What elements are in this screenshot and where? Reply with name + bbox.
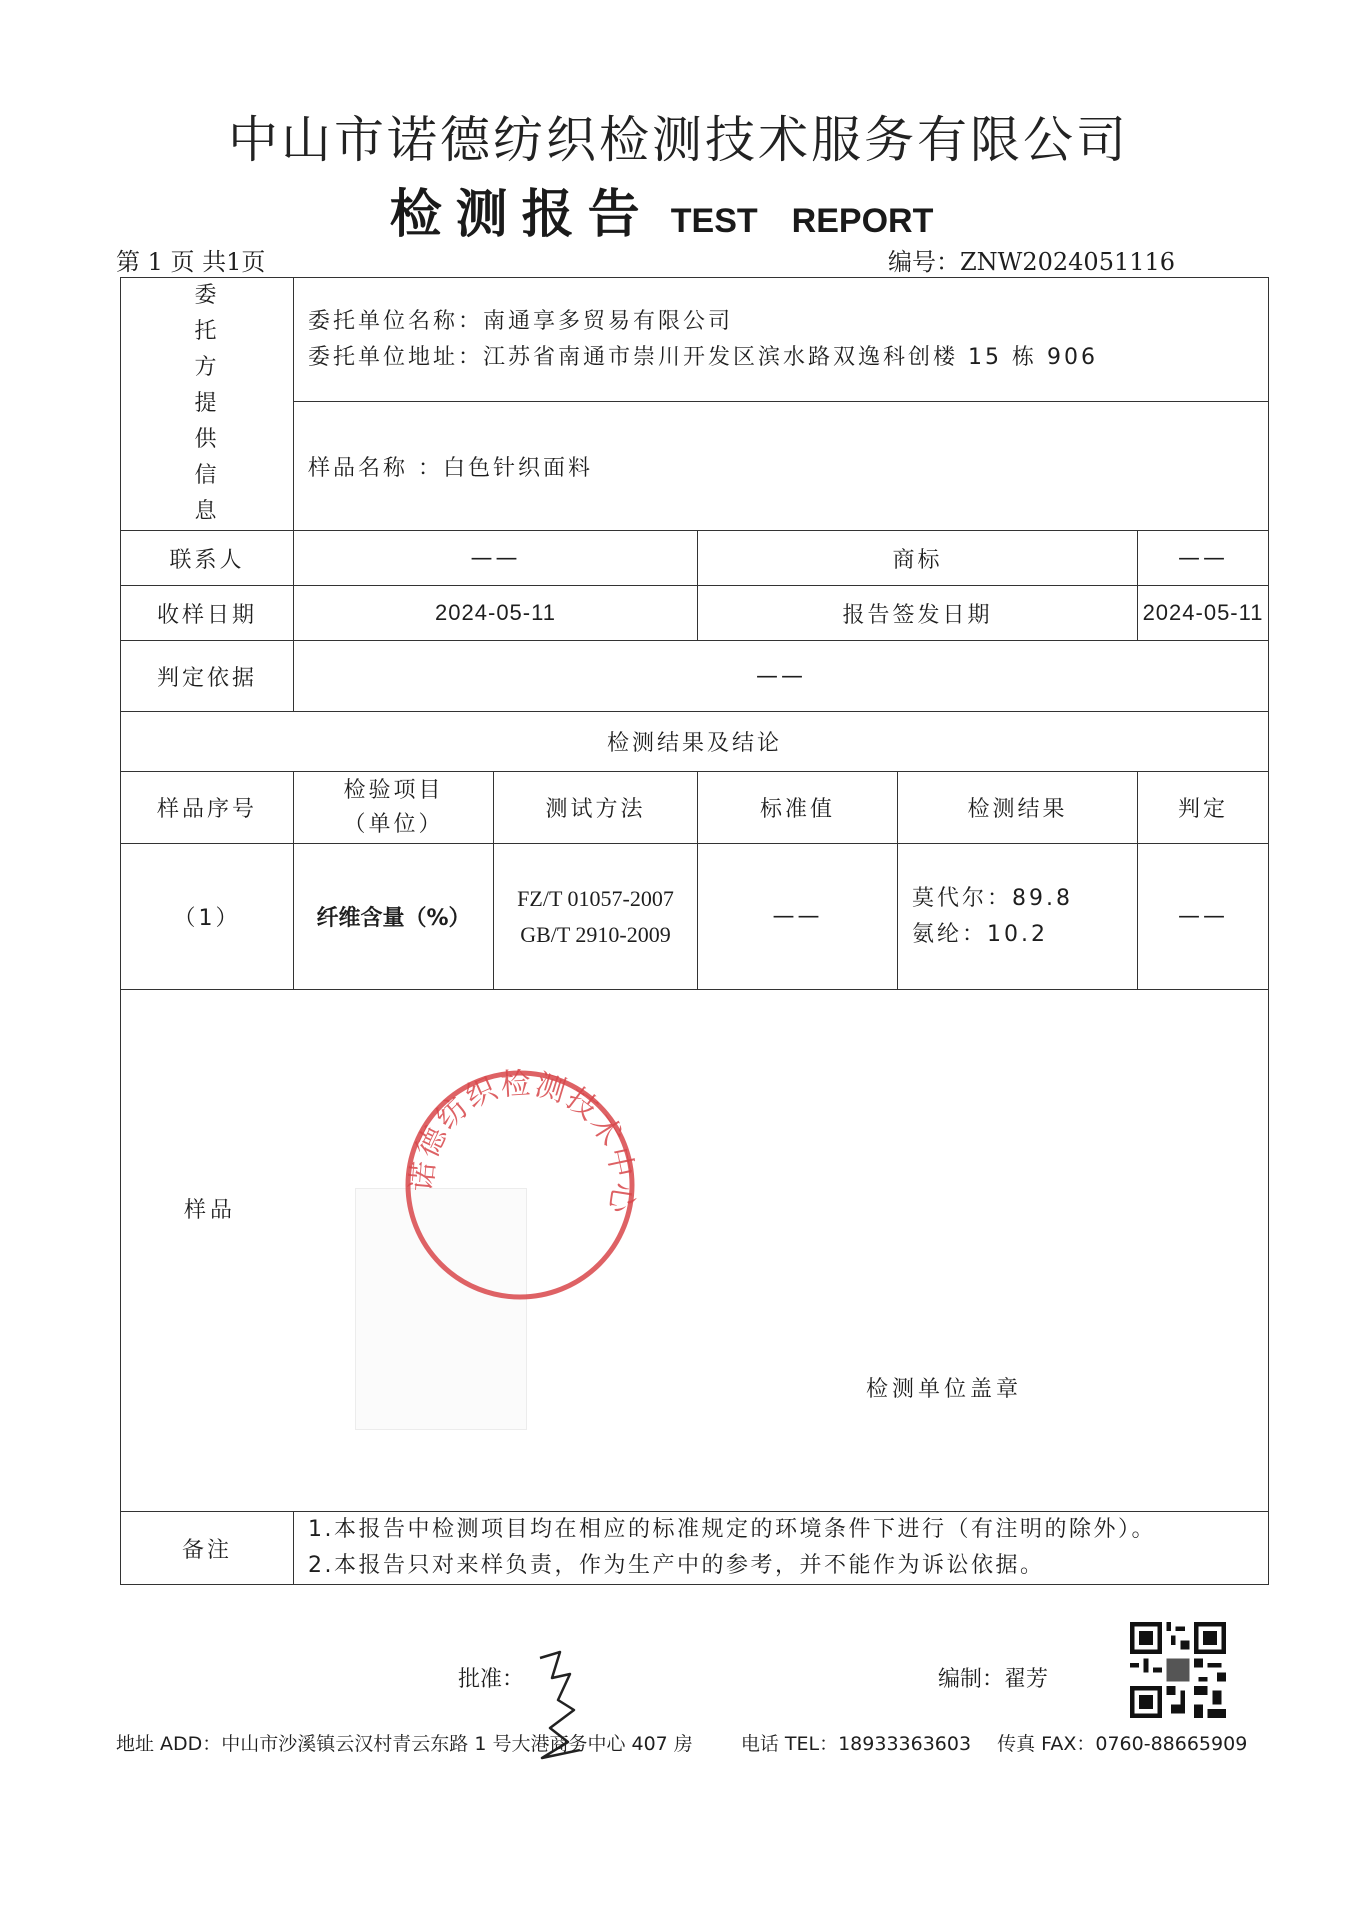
header-result: 检测结果	[898, 772, 1138, 844]
row-judgement: ——	[1138, 844, 1269, 990]
received-date-value: 2024-05-11	[294, 586, 698, 641]
seal-stamp	[395, 1055, 645, 1305]
result-line: 氨纶：10.2	[912, 921, 1048, 947]
footer-fax: 传真 FAX：0760-88665909	[997, 1733, 1248, 1755]
header-standard: 标准值	[698, 772, 898, 844]
brand-label: 商标	[698, 531, 1138, 586]
client-label-char: 信	[194, 463, 220, 488]
header-test-item	[294, 772, 494, 844]
compiler-label: 编制：翟芳	[938, 1667, 1049, 1692]
row-method	[494, 844, 698, 990]
title-chinese: 检测报告	[389, 185, 654, 245]
row-standard: ——	[698, 844, 898, 990]
client-label-char: 方	[194, 355, 220, 380]
row-result	[898, 844, 1138, 990]
basis-label: 判定依据	[121, 641, 294, 712]
received-date-label: 收样日期	[121, 586, 294, 641]
client-info-cell	[294, 278, 1269, 402]
client-label-char: 息	[194, 499, 220, 524]
client-label-char: 供	[194, 427, 220, 452]
sample-section	[121, 990, 1269, 1512]
contact-label: 联系人	[121, 531, 294, 586]
title-english	[671, 202, 968, 240]
contact-value: ——	[294, 531, 698, 586]
report-number: 编号：ZNW2024051116	[888, 248, 1176, 276]
sample-label: 样品	[184, 1198, 237, 1223]
client-name: 委托单位名称：南通享多贸易有限公司	[308, 308, 734, 334]
page-info: 第 1 页 共1页	[116, 248, 266, 276]
sample-name: 样品名称 ：白色针织面料	[294, 402, 1269, 531]
footer	[116, 1729, 1247, 1756]
issued-date-value: 2024-05-11	[1138, 586, 1269, 641]
remark-line: 2.本报告只对来样负责，作为生产中的参考，并不能作为诉讼依据。	[308, 1553, 1045, 1578]
remark-line: 1.本报告中检测项目均在相应的标准规定的环境条件下进行（有注明的除外）。	[308, 1517, 1156, 1542]
qr-code-icon	[1130, 1622, 1226, 1718]
stamp-label: 检测单位盖章	[866, 1377, 1023, 1402]
row-sample-no: （1）	[121, 844, 294, 990]
header-method: 测试方法	[494, 772, 698, 844]
client-address: 委托单位地址：江苏省南通市崇川开发区滨水路双逸科创楼 15 栋 906	[308, 344, 1098, 370]
report-title	[0, 172, 1357, 247]
client-label-char: 提	[194, 391, 220, 416]
approval-label: 批准：	[458, 1667, 525, 1692]
footer-address: 地址 ADD：中山市沙溪镇云汉村青云东路 1 号大港商务中心 407 房	[116, 1733, 693, 1755]
brand-value: ——	[1138, 531, 1269, 586]
results-section-title: 检测结果及结论	[121, 712, 1269, 772]
title-english-report: REPORT	[791, 202, 934, 240]
remarks-label: 备注	[121, 1512, 294, 1585]
client-section-label	[121, 278, 294, 531]
method-line: GB/T 2910-2009	[520, 921, 671, 947]
result-line: 莫代尔：89.8	[912, 885, 1073, 911]
client-label-char: 托	[194, 319, 220, 344]
header-item-label: 检验项目	[343, 777, 444, 803]
basis-value: ——	[294, 641, 1269, 712]
table-row	[121, 844, 1269, 990]
header-sample-no: 样品序号	[121, 772, 294, 844]
footer-tel: 电话 TEL：18933363603	[740, 1733, 972, 1755]
report-table	[120, 277, 1269, 1585]
remarks-content	[294, 1512, 1269, 1585]
seal-text: 诺德纺织检测技术中心	[404, 1066, 641, 1218]
client-label-char: 委	[194, 283, 220, 308]
header-unit-label: （单位）	[343, 811, 444, 837]
title-english-test: TEST	[670, 202, 758, 240]
issued-date-label: 报告签发日期	[698, 586, 1138, 641]
method-line: FZ/T 01057-2007	[517, 885, 674, 911]
row-test-item: 纤维含量（%）	[294, 844, 494, 990]
header-judgement: 判定	[1138, 772, 1269, 844]
company-name: 中山市诺德纺织检测技术服务有限公司	[228, 111, 1129, 169]
